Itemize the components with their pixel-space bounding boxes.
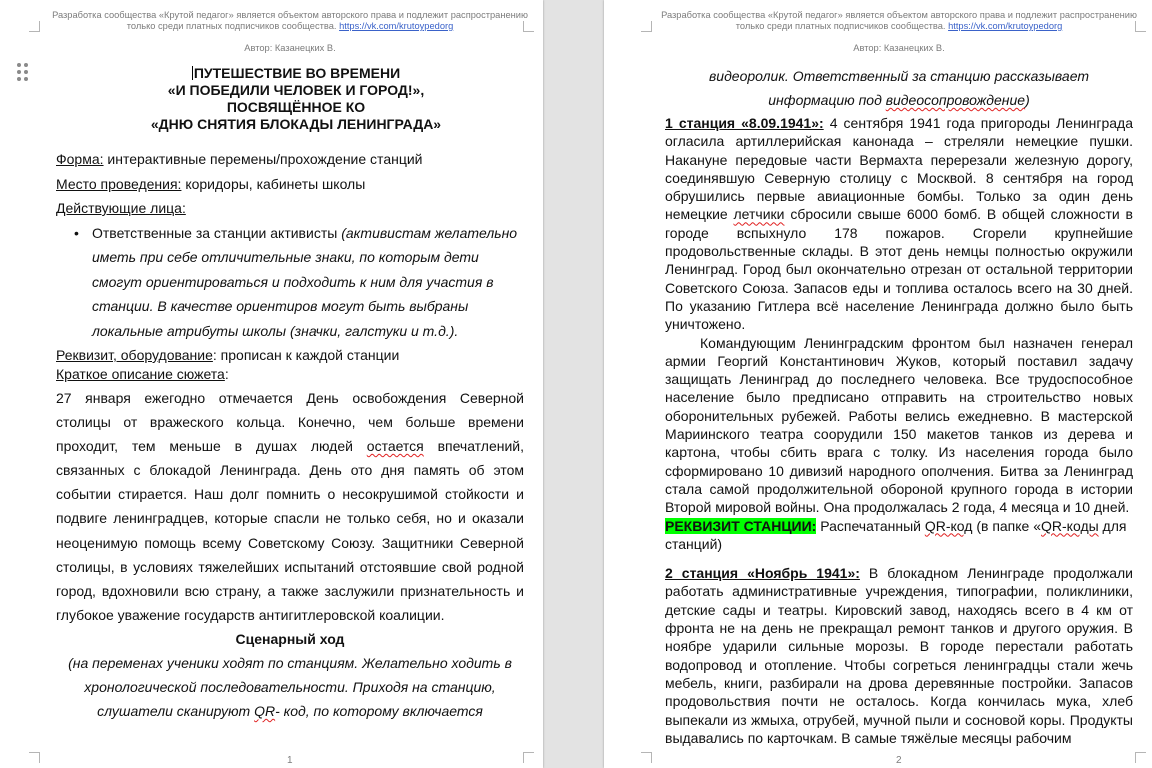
scenario-heading: Сценарный ход: [235, 630, 345, 647]
plot-heading: Краткое описание сюжета:: [56, 366, 229, 382]
page-header: [40, 10, 540, 32]
station-1-paragraph-2: Командующим Ленинградским фронтом был назначен генерал армии Георгий Константинович Жуков, который поставил задачу защищать Ленинград до последнего человека. Все трудоспособное население было предписано отправить на строительство новых оборонительных рубежей. Работы велись ежедневно. В мастерской Мариинского театра соорудили 150 макетов танков из дерева и картона, чтобы сбить врага с толку. Из населения города было сформировано 10 дивизий народного ополчения. Битва за Ленинград стала самой продолжительной обороной крупного города в истории Второй мировой войны. Она продолжалась 2 года, 4 месяца и 10 дней.: [665, 334, 1133, 516]
venue-line: Место проведения: коридоры, кабинеты школы: [56, 175, 366, 192]
page-1-body[interactable]: [56, 65, 524, 723]
props-line: Реквизит, оборудование: прописан к каждой станции: [56, 347, 400, 363]
header-copyright-line-2: только среди платных подписчиков сообщества. https://vk.com/krutoypedorg: [126, 21, 454, 31]
community-link[interactable]: https://vk.com/krutoypedorg: [339, 21, 454, 31]
margin-corner-mark: [29, 752, 40, 763]
community-link[interactable]: https://vk.com/krutoypedorg: [948, 21, 1063, 31]
text-cursor: [192, 66, 193, 80]
form-line: Форма: интерактивные перемены/прохождение станций: [56, 151, 423, 167]
header-copyright-line: Разработка сообщества «Крутой педагог» является объектом авторского права и подлежит распространению: [661, 10, 1137, 20]
list-item: • Ответственные за станции активисты (активистам желательно иметь при себе отличительные знаки, по которым дети смогут ориентироваться и подходить к ним для участия в станции. В качестве ориентиров могут быть выбраны локальные атрибуты школы (значки, галстуки и т.д.).: [92, 221, 524, 344]
header-author: Автор: Казанецких В.: [244, 43, 336, 53]
header-copyright-line: Разработка сообщества «Крутой педагог» является объектом авторского права и подлежит распространению: [52, 10, 528, 20]
props-highlight: РЕКВИЗИТ СТАНЦИИ:: [665, 517, 817, 534]
margin-corner-mark: [641, 752, 652, 763]
margin-corner-mark: [1135, 752, 1146, 763]
document-title: ПУТЕШЕСТВИЕ ВО ВРЕМЕНИ «И ПОБЕДИЛИ ЧЕЛОВЕК И ГОРОД!», ПОСВЯЩЁННОЕ КО «ДНЮ СНЯТИЯ БЛОКАДЫ ЛЕНИНГРАДА»: [150, 65, 442, 132]
actors-list: [56, 221, 524, 344]
header-copyright-line-2: только среди платных подписчиков сообщества. https://vk.com/krutoypedorg: [735, 21, 1063, 31]
page-number: 2: [896, 755, 902, 766]
margin-corner-mark: [29, 21, 40, 32]
plot-paragraph: 27 января ежегодно отмечается День освобождения Северной столицы от вражеского кольца. Конечно, чем больше времени проходит, тем меньше в душах людей остается впечатлений, связанных с блокадой Ленинграда. День ото дня память об этом событии стирается. Наш долг помнить о несокрушимой стойкости и подвиге ленинградцев, которые спасли не только себя, но и оказали неоценимую помощь всему Советскому Союзу. Защитники Северной столицы, в условиях тяжелейших испытаний отстоявшие свой родной город, вдохновили всю страну, а также заслужили признательность и глубокое уважение государств антигитлеровской коалиции.: [56, 390, 525, 623]
drag-handle-icon[interactable]: [16, 63, 30, 83]
scenario-paragraph: (на переменах ученики ходят по станциям. Желательно ходить в хронологической последовательности. Приходя на станцию, слушатели сканируют QR- код, по которому включается: [68, 654, 512, 720]
scenario-continuation: видеоролик. Ответственный за станцию рассказывает информацию под видеосопровождение): [708, 68, 1090, 108]
actors-line: Действующие лица:: [56, 200, 186, 216]
margin-corner-mark: [523, 752, 534, 763]
station-1-paragraph: 1 станция «8.09.1941»: 4 сентября 1941 года пригороды Ленинграда огласила артиллерийская канонада – стреляли немецкие пушки. Накануне передовые части Вермахта перерезали железную дорогу, соединявшую Северную столицу с Москвой. 8 сентября на город обрушились первые авиационные бомбы. Только за один день немецкие летчики сбросили свыше 6000 бомб. В общей сложности в городе вспыхнуло 178 пожаров. Сгорели крупнейшие продовольственные склады. В этот день немцы полностью окружили Ленинград. Город был окончательно отрезан от остальной территории Советского Союза. Запасов еды и топлива осталось всего на 30 дней. По указанию Гитлера всё население Ленинграда должно было быть уничтожено.: [665, 115, 1133, 333]
header-author: Автор: Казанецких В.: [853, 43, 945, 53]
station-2-paragraph: 2 станция «Ноябрь 1941»: В блокадном Ленинграде продолжали работать административные учреждения, типографии, поликлиники, детские сады и театры. Кировский завод, находясь всего в 4 км от фронта не на день не прекращал ремонт танков и другого оружия. В ноябре ударили сильные морозы. В городе перестали работать водопровод и отопление. Чтобы согреться ленинградцы стали жечь мебель, книги, разбирали на дрова деревянные постройки. Запасов продовольствия почти не осталось. Когда кончилась мука, хлеб выпекали из жмыха, отрубей, мучной пыли и сосновой коры. Продукты выдавались по карточкам. В самые тяжёлые месяцы рабочим: [665, 565, 1133, 746]
station-1-props: РЕКВИЗИТ СТАНЦИИ: Распечатанный QR-код (в папке «QR-коды для станций): [665, 517, 1127, 552]
page-number: 1: [287, 755, 293, 766]
page-header: [649, 10, 1149, 32]
page-2-body[interactable]: [665, 64, 1133, 747]
